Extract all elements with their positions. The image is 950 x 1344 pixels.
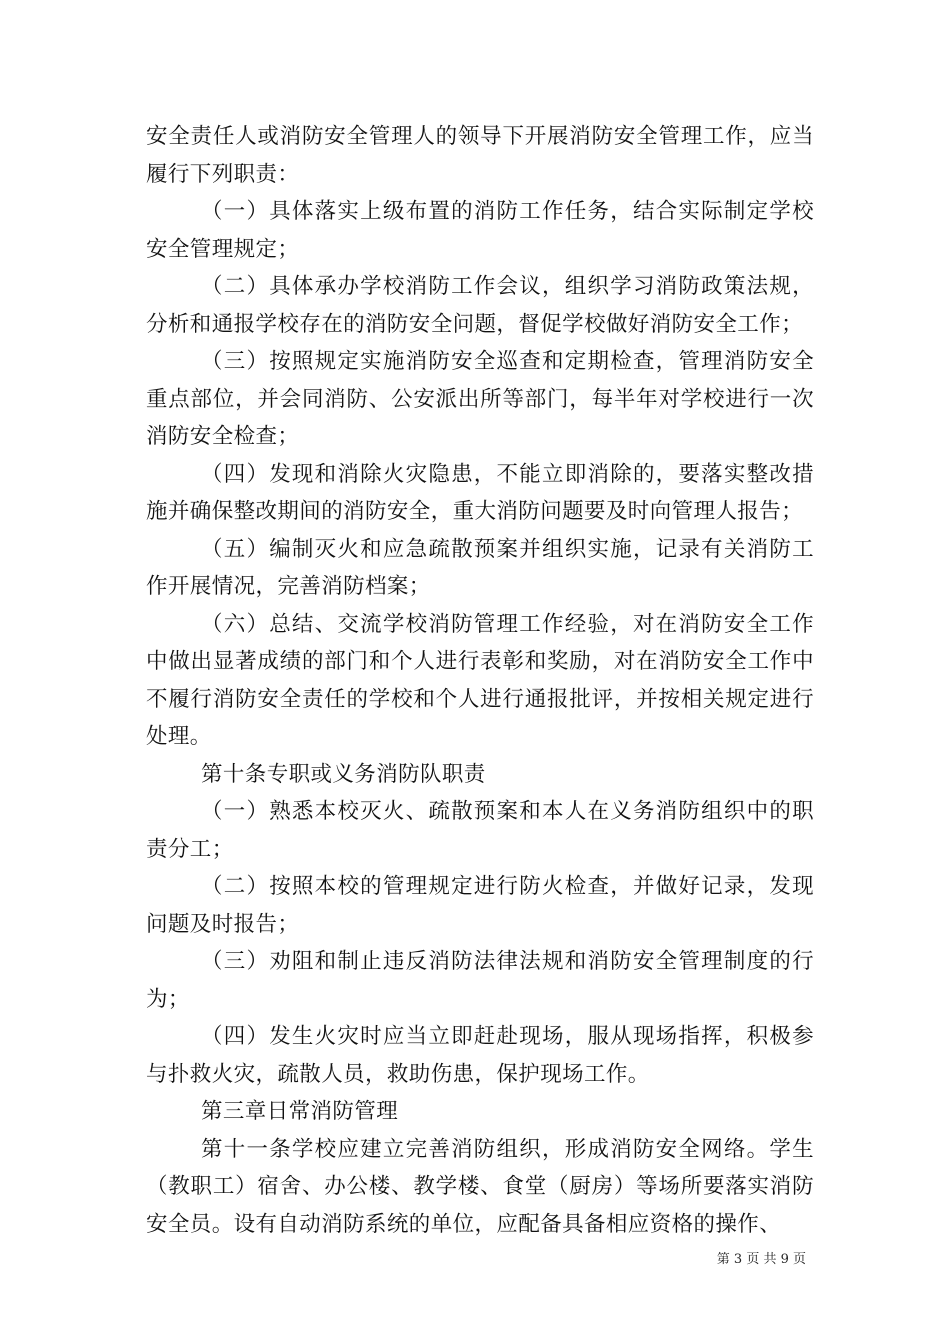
chapter-heading: 第三章日常消防管理	[201, 1099, 399, 1124]
paragraph: 第十一条学校应建立完善消防组织，形成消防安全网络。学生（教职工）宿舍、办公楼、教学楼、食堂（厨房）等场所要落实消防安全员。设有自动消防系统的单位，应配备具备相应资格的操作、	[146, 1136, 814, 1237]
paragraph: （四）发现和消除火灾隐患，不能立即消除的，要落实整改措施并确保整改期间的消防安全，重大消防问题要及时向管理人报告；	[146, 461, 814, 524]
paragraph: （二）具体承办学校消防工作会议，组织学习消防政策法规，分析和通报学校存在的消防安全问题，督促学校做好消防安全工作；	[146, 274, 814, 337]
paragraph: （一）具体落实上级布置的消防工作任务，结合实际制定学校安全管理规定；	[146, 199, 814, 262]
page-number-footer: 第 3 页 共 9 页	[716, 1252, 806, 1267]
paragraph: （四）发生火灾时应当立即赶赴现场，服从现场指挥，积极参与扑救火灾，疏散人员，救助伤患，保护现场工作。	[146, 1024, 814, 1087]
paragraph: （六）总结、交流学校消防管理工作经验，对在消防安全工作中做出显著成绩的部门和个人进行表彰和奖励，对在消防安全工作中不履行消防安全责任的学校和个人进行通报批评，并按相关规定进行处理。	[146, 611, 814, 749]
paragraph: （二）按照本校的管理规定进行防火检查，并做好记录，发现问题及时报告；	[146, 874, 814, 937]
paragraph: 安全责任人或消防安全管理人的领导下开展消防安全管理工作，应当履行下列职责：	[146, 124, 814, 187]
paragraph: （一）熟悉本校灭火、疏散预案和本人在义务消防组织中的职责分工；	[146, 799, 814, 862]
section-heading: 第十条专职或义务消防队职责	[201, 761, 486, 787]
paragraph: （五）编制灭火和应急疏散预案并组织实施，记录有关消防工作开展情况，完善消防档案；	[146, 536, 814, 599]
document-body	[146, 118, 814, 1243]
paragraph: （三）劝阻和制止违反消防法律法规和消防安全管理制度的行为；	[146, 949, 814, 1012]
paragraph: （三）按照规定实施消防安全巡查和定期检查，管理消防安全重点部位，并会同消防、公安派出所等部门，每半年对学校进行一次消防安全检查；	[146, 349, 814, 449]
